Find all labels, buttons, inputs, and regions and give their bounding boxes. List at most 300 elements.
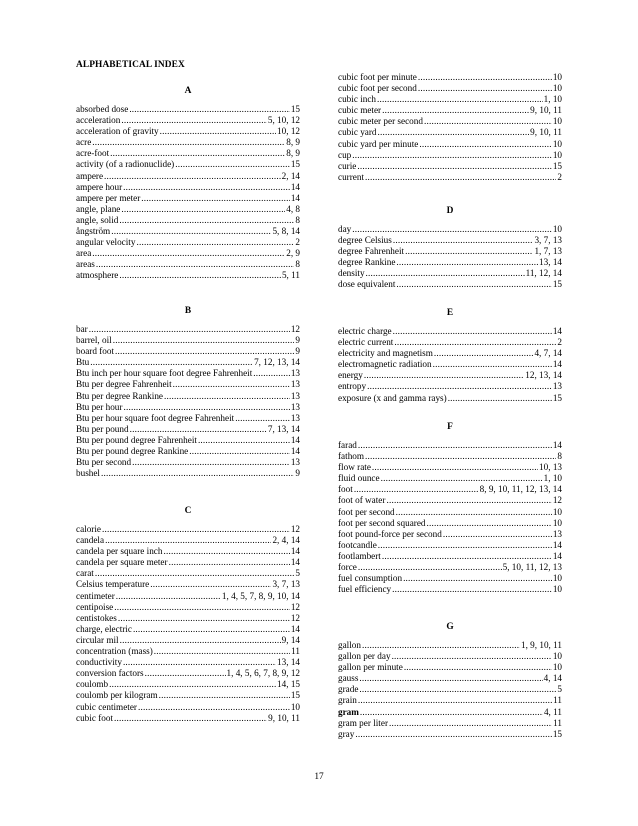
index-page-refs: 15 bbox=[290, 159, 300, 170]
index-term: dose equivalent bbox=[338, 279, 396, 290]
dot-leader bbox=[382, 105, 529, 116]
dot-leader bbox=[364, 370, 524, 381]
index-term: gram bbox=[338, 706, 359, 717]
index-entry bbox=[76, 379, 300, 390]
section-heading-g: G bbox=[446, 622, 454, 632]
index-term: Btu per degree Rankine bbox=[76, 390, 163, 401]
dot-leader bbox=[119, 215, 294, 226]
index-page-refs: 10 bbox=[552, 72, 562, 82]
index-page-refs: 15 bbox=[290, 690, 300, 701]
index-page-refs: 10 bbox=[552, 662, 562, 673]
index-page-refs: 3, 7, 13 bbox=[534, 235, 562, 246]
index-page-refs: 1, 4, 5, 6, 7, 8, 9, 12 bbox=[226, 668, 300, 679]
index-entry bbox=[338, 359, 562, 370]
index-entry bbox=[338, 127, 562, 138]
dot-leader bbox=[372, 462, 538, 473]
index-entry bbox=[338, 462, 562, 473]
index-term: energy bbox=[338, 370, 363, 381]
index-page-refs: 3, 7, 13 bbox=[272, 579, 300, 590]
index-term: conversion factors bbox=[76, 668, 144, 679]
index-page-refs: 15 bbox=[552, 279, 562, 290]
index-term: coulomb per kilogram bbox=[76, 690, 158, 701]
dot-leader bbox=[114, 602, 290, 613]
index-page-refs: 10 bbox=[552, 83, 562, 94]
index-term: angle, plane bbox=[76, 203, 121, 214]
index-term: electromagnetic radiation bbox=[338, 359, 432, 370]
index-entry bbox=[76, 346, 300, 357]
index-page-refs: 5, 8, 14 bbox=[272, 226, 300, 237]
index-page-refs: 14, 15 bbox=[277, 679, 300, 690]
index-term: gallon bbox=[338, 640, 361, 650]
section-heading-c: C bbox=[184, 506, 192, 516]
dot-leader bbox=[198, 435, 290, 446]
dot-leader bbox=[253, 368, 290, 379]
index-term: degree Fahrenheit bbox=[338, 246, 405, 257]
index-term: cubic yard bbox=[338, 127, 377, 138]
dot-leader bbox=[365, 451, 556, 462]
index-entry bbox=[76, 115, 300, 126]
index-term: gauss bbox=[338, 673, 359, 684]
index-page-refs: 8 bbox=[557, 451, 562, 462]
index-page-refs: 4, 11 bbox=[543, 706, 562, 717]
index-term: candela per square meter bbox=[76, 557, 168, 568]
index-page-refs: 10 bbox=[552, 116, 562, 127]
index-entry bbox=[76, 402, 300, 413]
index-entry bbox=[76, 159, 300, 170]
index-entry bbox=[76, 193, 300, 204]
index-term: day bbox=[338, 224, 352, 234]
index-term: Btu per degree Fahrenheit bbox=[76, 379, 172, 390]
index-entry bbox=[76, 657, 300, 668]
index-page-refs: 14 bbox=[552, 550, 562, 561]
index-term: areas bbox=[76, 259, 95, 270]
index-term: carat bbox=[76, 568, 94, 579]
index-entry bbox=[338, 729, 562, 740]
dot-leader bbox=[92, 137, 285, 148]
index-entry bbox=[76, 457, 300, 468]
index-entry bbox=[76, 357, 300, 368]
index-entry bbox=[76, 248, 300, 259]
index-entry bbox=[338, 529, 562, 540]
dot-leader bbox=[164, 391, 290, 402]
index-page-refs: 9 bbox=[295, 346, 300, 357]
dot-leader bbox=[136, 237, 294, 248]
index-entry bbox=[76, 546, 300, 557]
dot-leader bbox=[89, 324, 290, 335]
index-entry bbox=[338, 473, 562, 484]
index-entry bbox=[76, 702, 300, 713]
index-page-refs: 8, 9 bbox=[286, 137, 300, 148]
dot-leader bbox=[163, 546, 289, 557]
index-entry bbox=[338, 381, 562, 392]
dot-leader bbox=[392, 651, 552, 662]
dot-leader bbox=[358, 440, 552, 451]
dot-leader bbox=[104, 171, 281, 182]
dot-leader bbox=[396, 257, 538, 268]
index-page-refs: 10 bbox=[290, 701, 300, 712]
dot-leader bbox=[386, 495, 551, 506]
index-page-refs: 2, 14 bbox=[281, 170, 300, 181]
dot-leader bbox=[404, 662, 552, 673]
index-term: cubic yard per minute bbox=[338, 138, 419, 149]
index-entry bbox=[338, 695, 562, 706]
dot-leader bbox=[133, 624, 290, 635]
index-page-refs: 1, 10 bbox=[543, 94, 562, 105]
dot-leader bbox=[443, 529, 552, 540]
index-term: acre-foot bbox=[76, 148, 110, 159]
index-page-refs: 9, 10, 11 bbox=[530, 127, 562, 138]
index-term: gray bbox=[338, 728, 355, 739]
index-term: grain bbox=[338, 695, 357, 706]
index-page-refs: 15 bbox=[552, 392, 562, 403]
index-entry bbox=[76, 524, 300, 535]
index-entry bbox=[338, 348, 562, 359]
index-page-refs: 2 bbox=[557, 337, 562, 348]
index-term: gram per liter bbox=[338, 717, 388, 728]
index-entry bbox=[76, 591, 300, 602]
index-page-refs: 15 bbox=[552, 728, 562, 739]
dot-leader bbox=[394, 337, 556, 348]
index-entry bbox=[338, 551, 562, 562]
index-term: exposure (x and gamma rays) bbox=[338, 392, 447, 403]
index-term: cubic centimeter bbox=[76, 701, 137, 712]
index-page-refs: 5, 10, 11, 12, 13 bbox=[502, 562, 562, 573]
index-page-refs: 12 bbox=[290, 324, 300, 334]
index-entry bbox=[76, 259, 300, 270]
dot-leader bbox=[378, 127, 530, 138]
index-page-refs: 12 bbox=[290, 601, 300, 612]
index-entry bbox=[76, 148, 300, 159]
index-entry bbox=[338, 224, 562, 235]
index-term: foot per second bbox=[338, 506, 395, 517]
index-entry bbox=[338, 540, 562, 551]
dot-leader bbox=[92, 248, 285, 259]
index-entry bbox=[76, 237, 300, 248]
index-term: cubic foot bbox=[76, 712, 113, 723]
dot-leader bbox=[130, 424, 267, 435]
index-term: Celsius temperature bbox=[76, 579, 150, 590]
index-page-refs: 10 bbox=[552, 506, 562, 517]
dot-leader bbox=[129, 104, 290, 115]
dot-leader bbox=[102, 524, 290, 535]
dot-leader bbox=[118, 613, 290, 624]
index-entry bbox=[338, 484, 562, 495]
index-entry bbox=[338, 640, 562, 651]
index-section-continued bbox=[338, 72, 562, 183]
index-entry bbox=[338, 495, 562, 506]
index-entry bbox=[338, 268, 562, 279]
index-page-refs: 14 bbox=[290, 181, 300, 192]
index-entry bbox=[338, 573, 562, 584]
index-term: gallon per minute bbox=[338, 662, 403, 673]
dot-leader bbox=[110, 148, 285, 159]
dot-leader bbox=[393, 235, 534, 246]
dot-leader bbox=[352, 150, 552, 161]
index-term: footlambert bbox=[338, 550, 381, 561]
dot-leader bbox=[95, 568, 295, 579]
dot-leader bbox=[150, 579, 271, 590]
index-term: conductivity bbox=[76, 657, 122, 668]
dot-leader bbox=[123, 402, 289, 413]
index-entry bbox=[76, 215, 300, 226]
index-page-refs: 2, 4, 14 bbox=[272, 535, 300, 546]
dot-leader bbox=[355, 729, 551, 740]
index-entry bbox=[338, 83, 562, 94]
dot-leader bbox=[120, 635, 281, 646]
index-page-refs: 14 bbox=[290, 192, 300, 203]
index-term: charge, electric bbox=[76, 623, 132, 634]
index-entry bbox=[338, 662, 562, 673]
index-page-refs: 15 bbox=[290, 104, 300, 114]
index-entry bbox=[338, 116, 562, 127]
dot-leader bbox=[381, 473, 543, 484]
index-term: current bbox=[338, 171, 365, 182]
dot-leader bbox=[123, 657, 276, 668]
index-term: centipoise bbox=[76, 601, 114, 612]
index-page-refs: 10 bbox=[552, 149, 562, 160]
index-entry bbox=[338, 161, 562, 172]
dot-leader bbox=[352, 224, 552, 235]
index-page-refs: 1, 9, 10, 11 bbox=[520, 640, 562, 650]
index-entry bbox=[76, 226, 300, 237]
dot-leader bbox=[113, 335, 295, 346]
dot-leader bbox=[418, 83, 552, 94]
index-entry bbox=[338, 257, 562, 268]
index-term: centimeter bbox=[76, 590, 115, 601]
index-term: fuel consumption bbox=[338, 573, 403, 584]
index-term: degree Rankine bbox=[338, 257, 396, 268]
dot-leader bbox=[366, 268, 525, 279]
index-page-refs: 11 bbox=[291, 646, 300, 657]
dot-leader bbox=[173, 379, 290, 390]
index-page-refs: 11, 12, 14 bbox=[525, 268, 562, 279]
index-page-refs: 1, 4, 5, 7, 8, 9, 10, 14 bbox=[221, 590, 300, 601]
dot-leader bbox=[378, 540, 552, 551]
index-entry bbox=[76, 335, 300, 346]
index-page-refs: 13 bbox=[290, 368, 300, 379]
dot-leader bbox=[448, 393, 552, 404]
index-entry bbox=[338, 651, 562, 662]
index-entry bbox=[76, 435, 300, 446]
index-page-refs: 9 bbox=[295, 468, 300, 479]
index-term: acre bbox=[76, 137, 92, 148]
index-entry bbox=[76, 204, 300, 215]
index-term: Btu per pound degree Rankine bbox=[76, 446, 189, 457]
index-term: fuel efficiency bbox=[338, 584, 392, 595]
dot-leader bbox=[159, 690, 290, 701]
index-page-refs: 10 bbox=[552, 584, 562, 595]
dot-leader bbox=[396, 279, 551, 290]
dot-leader bbox=[132, 457, 290, 468]
index-page-refs: 10, 12 bbox=[277, 126, 300, 137]
index-term: ampere bbox=[76, 170, 104, 181]
dot-leader bbox=[169, 557, 290, 568]
dot-leader bbox=[358, 562, 502, 573]
index-term: electric charge bbox=[338, 326, 392, 336]
index-entry bbox=[338, 451, 562, 462]
index-page-refs: 5, 10, 12 bbox=[267, 115, 300, 126]
index-entry bbox=[76, 679, 300, 690]
index-term: bar bbox=[76, 324, 88, 334]
dot-leader bbox=[360, 707, 543, 718]
index-term: gallon per day bbox=[338, 651, 391, 662]
index-page-refs: 13, 14 bbox=[539, 257, 562, 268]
index-entry bbox=[338, 718, 562, 729]
dot-leader bbox=[138, 702, 290, 713]
index-page-refs: 4, 7, 14 bbox=[534, 348, 562, 359]
dot-leader bbox=[90, 357, 253, 368]
dot-leader bbox=[418, 72, 552, 83]
index-entry bbox=[76, 535, 300, 546]
index-term: electricity and magnetism bbox=[338, 348, 433, 359]
index-term: activity (of a radionuclide) bbox=[76, 159, 175, 170]
index-entry bbox=[338, 562, 562, 573]
index-page-refs: 13 bbox=[290, 390, 300, 401]
index-page-refs: 9 bbox=[295, 335, 300, 346]
dot-leader bbox=[389, 718, 552, 729]
index-entry bbox=[338, 673, 562, 684]
index-page-refs: 14 bbox=[552, 539, 562, 550]
index-term: calorie bbox=[76, 524, 101, 534]
index-term: footcandle bbox=[338, 539, 377, 550]
index-term: cup bbox=[338, 149, 352, 160]
dot-leader bbox=[105, 535, 271, 546]
index-page-refs: 10 bbox=[552, 573, 562, 584]
index-term: entropy bbox=[338, 381, 367, 392]
index-term: circular mil bbox=[76, 634, 119, 645]
index-term: acceleration bbox=[76, 115, 121, 126]
dot-leader bbox=[145, 668, 226, 679]
index-page-refs: 8 bbox=[295, 259, 300, 270]
index-term: barrel, oil bbox=[76, 335, 112, 346]
dot-leader bbox=[424, 116, 552, 127]
index-term: density bbox=[338, 268, 365, 279]
index-entry bbox=[76, 646, 300, 657]
index-entry bbox=[76, 171, 300, 182]
index-entry bbox=[76, 324, 300, 335]
dot-leader bbox=[433, 359, 552, 370]
index-term: Btu per pound degree Fahrenheit bbox=[76, 434, 197, 445]
section-heading-e: E bbox=[446, 308, 454, 318]
index-term: cubic meter per second bbox=[338, 116, 423, 127]
index-entry bbox=[338, 235, 562, 246]
index-entry bbox=[76, 270, 300, 281]
index-entry bbox=[338, 172, 562, 183]
dot-leader bbox=[235, 413, 290, 424]
index-entry bbox=[76, 579, 300, 590]
dot-leader bbox=[115, 346, 294, 357]
dot-leader bbox=[123, 182, 290, 193]
index-page-refs: 9, 10, 11 bbox=[268, 712, 300, 723]
index-entry bbox=[338, 326, 562, 337]
index-page-refs: 14 bbox=[552, 326, 562, 336]
dot-leader bbox=[365, 172, 556, 183]
index-term: candela bbox=[76, 535, 105, 546]
index-term: ampere per meter bbox=[76, 192, 141, 203]
index-entry bbox=[76, 713, 300, 724]
index-term: foot bbox=[338, 484, 353, 495]
index-term: bushel bbox=[76, 468, 100, 479]
dot-leader bbox=[354, 484, 479, 495]
dot-leader bbox=[359, 684, 556, 695]
index-term: Btu inch per hour square foot degree Fahrenheit bbox=[76, 368, 253, 379]
index-entry bbox=[338, 393, 562, 404]
index-entry bbox=[338, 507, 562, 518]
index-term: foot per second squared bbox=[338, 517, 426, 528]
index-term: cubic foot per second bbox=[338, 83, 417, 94]
index-page-refs: 14 bbox=[552, 440, 562, 450]
dot-leader bbox=[160, 126, 276, 137]
index-page-refs: 10 bbox=[552, 517, 562, 528]
index-page-refs: 14 bbox=[290, 446, 300, 457]
index-page-refs: 10 bbox=[552, 138, 562, 149]
index-entry bbox=[338, 279, 562, 290]
index-page-refs: 4, 14 bbox=[543, 673, 562, 684]
dot-leader bbox=[359, 673, 542, 684]
index-term: concentration (mass) bbox=[76, 646, 153, 657]
dot-leader bbox=[121, 115, 266, 126]
index-term: Btu per second bbox=[76, 457, 132, 468]
index-page-refs: 11 bbox=[553, 695, 562, 706]
dot-leader bbox=[175, 159, 290, 170]
index-page-refs: 15 bbox=[552, 160, 562, 171]
index-entry bbox=[76, 468, 300, 479]
index-page-refs: 7, 12, 13, 14 bbox=[254, 357, 300, 368]
section-heading-d: D bbox=[446, 206, 454, 216]
index-page-refs: 8, 9, 10, 11, 12, 13, 14 bbox=[479, 484, 562, 495]
index-entry bbox=[76, 368, 300, 379]
index-term: Btu bbox=[76, 357, 90, 368]
dot-leader bbox=[189, 446, 290, 457]
page-title: ALPHABETICAL INDEX bbox=[76, 60, 185, 70]
dot-leader bbox=[96, 259, 295, 270]
index-entry bbox=[76, 557, 300, 568]
index-term: fluid ounce bbox=[338, 473, 380, 484]
dot-leader bbox=[393, 326, 552, 337]
index-entry bbox=[76, 126, 300, 137]
index-section-b bbox=[76, 324, 300, 479]
index-entry bbox=[76, 182, 300, 193]
index-entry bbox=[76, 446, 300, 457]
dot-leader bbox=[114, 713, 267, 724]
dot-leader bbox=[392, 584, 552, 595]
dot-leader bbox=[382, 551, 552, 562]
index-page-refs: 13, 14 bbox=[277, 657, 300, 668]
index-page-refs: 13 bbox=[552, 528, 562, 539]
index-section-d bbox=[338, 224, 562, 291]
index-term: degree Celsius bbox=[338, 235, 392, 246]
index-page-refs: 14 bbox=[290, 557, 300, 568]
index-page-refs: 13 bbox=[290, 412, 300, 423]
index-page-refs: 12 bbox=[552, 495, 562, 506]
index-entry bbox=[76, 668, 300, 679]
index-page-refs: 10 bbox=[552, 224, 562, 234]
index-page-refs: 13 bbox=[290, 401, 300, 412]
index-entry bbox=[338, 370, 562, 381]
index-entry bbox=[76, 424, 300, 435]
index-term: area bbox=[76, 248, 92, 259]
index-term: fathom bbox=[338, 451, 365, 462]
dot-leader bbox=[141, 193, 290, 204]
index-page-refs: 1, 10 bbox=[543, 473, 562, 484]
index-page-refs: 8, 9 bbox=[286, 148, 300, 159]
index-entry bbox=[76, 413, 300, 424]
index-term: flow rate bbox=[338, 462, 371, 473]
index-term: board foot bbox=[76, 346, 115, 357]
index-entry bbox=[338, 105, 562, 116]
index-page-refs: 5, 11 bbox=[281, 270, 300, 281]
dot-leader bbox=[357, 161, 551, 172]
